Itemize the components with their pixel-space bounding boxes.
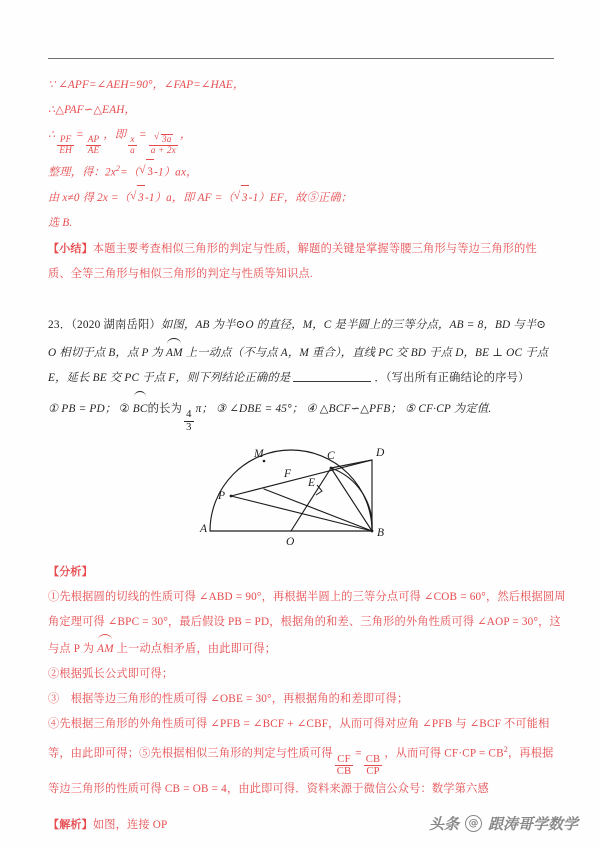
question-body-2a: O 相切于点 B，点 P 为 <box>48 346 163 359</box>
label-C: C <box>327 449 335 462</box>
conclusion-2-text: 的长为 <box>147 402 183 415</box>
figure-points <box>230 459 374 532</box>
question-line-2 <box>48 339 554 367</box>
explanation-tag: 【解析】 <box>48 818 93 832</box>
label-D: D <box>376 446 385 459</box>
solution-answer-line: 选 B. <box>48 217 73 230</box>
conclusion-2 <box>119 402 213 433</box>
radical-3-a: √ 3 <box>139 159 154 185</box>
label-B: B <box>377 526 385 539</box>
semicircle-arc <box>210 447 372 531</box>
analysis-tag-line <box>48 559 554 585</box>
question-body-2b: 上一动点（不与点 A，M 重合），直线 PC 交 BD 于点 D，BE ⊥ OC 于点 <box>185 346 549 359</box>
label-M: M <box>254 447 264 460</box>
fraction-pf-eh: $\frac{PF}{EH}$ <box>59 134 72 156</box>
solution-line-5-b: -1）a，即 AF =（ <box>144 192 234 205</box>
conclusion-5: ⑤ CF·CP 为定值. <box>404 402 492 415</box>
section-gap <box>48 287 554 313</box>
fraction-cf-cb: $\frac{CF}{CB}$ <box>336 753 352 778</box>
solution-line-4-after: -1）ax， <box>154 166 198 179</box>
analysis-item-1-line-3b: 上一动点相矛盾，由此即可得； <box>116 642 277 655</box>
radical-3-b: √ 3 <box>130 185 145 211</box>
question-number: 23 <box>48 319 60 332</box>
page-content <box>48 58 566 838</box>
radical-3-c: √ 3 <box>234 185 249 211</box>
analysis-equals: = <box>355 747 362 760</box>
label-A: A <box>200 522 208 535</box>
question-body-3a: E，延长 BE 交 PC 于点 F，则下列结论正确的是 <box>48 372 291 385</box>
label-F: F <box>284 467 292 480</box>
arc-am-label-2: AM <box>97 635 114 662</box>
analysis-item-3: ③ 根据等边三角形的性质可得 ∠OBE = 30°，再根据角的和差即可得； <box>48 692 409 705</box>
solution-line-5 <box>48 185 554 211</box>
analysis-item-1-line-3 <box>48 635 554 662</box>
analysis-item-4-line-2a: 等，由此即可得；⑤先根据相似三角形的判定与性质可得 <box>48 747 333 760</box>
exponent-2: 2 <box>115 163 121 173</box>
fraction-sqrt3a-over-a2x: √ $\frac{3a}{a + 2x}$ <box>149 134 178 155</box>
solution-line-3-prefix: ∴ <box>48 129 56 141</box>
figure-container <box>48 441 554 553</box>
solution-line-4-prefix: 整理，得：2x <box>48 166 116 179</box>
arc-am-label: AM <box>166 339 183 367</box>
solution-line-1: ∵ ∠APF=∠AEH=90°，∠FAP=∠HAE， <box>48 79 245 91</box>
conclusion-3: ③ ∠DBE = 45°； <box>216 402 304 415</box>
solution-line-3 <box>48 123 554 156</box>
analysis-item-2: ②根据弧长公式即可得； <box>48 667 174 680</box>
conclusion-2-marker: ② <box>119 402 130 415</box>
conclusion-4: ④ △BCF∽△PFB； <box>306 402 402 415</box>
question-line-1: 23．（2020 湖南岳阳）如图，AB 为半⊙O 的直径，M，C 是半圆上的三等分点，AB = 8，BD 与半⊙ <box>48 319 547 332</box>
analysis-item-4-line-2c: ，再根据 <box>508 747 554 760</box>
summary-tag: 【小结】 <box>48 242 93 256</box>
solution-line-4 <box>48 156 554 186</box>
segment-bf <box>264 489 372 531</box>
question-source: （2020 湖南岳阳） <box>71 319 161 332</box>
equals-1: = <box>75 129 84 141</box>
analysis-item-4-line-2 <box>48 737 554 777</box>
label-P: P <box>218 489 226 502</box>
explanation-gap <box>48 802 554 812</box>
question-conclusions <box>48 392 554 433</box>
analysis-item-4-line-3: 等边三角形的性质可得 CB = OB = 4，由此即可得．资料来源于微信公众号：数学第六感 <box>48 783 489 796</box>
analysis-item-1-line-2: 角定理可得 ∠BPC = 30°，最后假设 PB = PD，根据角的和差、三角形的外角性质可得 ∠AOP = 30°，这 <box>48 615 561 628</box>
arc-bc-label: BC <box>133 392 148 424</box>
explanation-text: 如图，连接 OP <box>92 819 168 832</box>
watermark <box>429 813 578 834</box>
solution-line-3-mid: ，即 <box>103 129 127 141</box>
solution-line-3-suffix: ， <box>179 129 192 141</box>
fraction-4-3: $\frac{4}{3}$ <box>186 409 192 433</box>
label-E: E <box>308 476 316 489</box>
at-sign-icon: @ <box>465 815 482 832</box>
label-O: O <box>286 535 295 548</box>
watermark-handle: 跟涛哥学数学 <box>487 815 578 833</box>
watermark-brand: 头条 <box>428 815 459 833</box>
analysis-item-1-line-1: ①先根据圆的切线的性质可得 ∠ABD = 90°，再根据半圆上的三等分点可得 ∠COB = 60°，然后根据圆周 <box>48 590 566 603</box>
question-line-3 <box>48 366 554 392</box>
radical-3a: √ 3a <box>152 134 175 145</box>
question-body-3b: ．（写出所有正确结论的序号） <box>374 372 530 385</box>
conclusion-2-pi: π； <box>195 402 213 415</box>
fraction-x-a: $\frac{x}{a}$ <box>130 134 135 156</box>
conclusion-1: ① PB = PD； <box>48 402 117 415</box>
answer-blank[interactable] <box>293 370 371 382</box>
analysis-item-4-line-2b: ，从而可得 CF·CP = CB <box>384 747 504 760</box>
solution-line-4-mid: =（ <box>120 166 140 179</box>
top-divider <box>48 58 554 59</box>
solution-line-5-a: 由 x≠0 得 2x =（ <box>48 192 131 205</box>
segment-pb <box>231 496 372 531</box>
solution-line-5-c: -1）EF，故⑤正确； <box>248 192 353 205</box>
exponent-cb-squared: 2 <box>503 744 508 754</box>
semicircle-geometry-diagram <box>186 441 416 553</box>
question-body-1: 如图，AB 为半⊙O 的直径，M，C 是半圆上的三等分点，AB = 8，BD 与半⊙ <box>160 319 547 332</box>
analysis-item-1-line-3a: 与点 P 为 <box>48 642 95 655</box>
analysis-tag: 【分析】 <box>48 564 93 578</box>
fraction-cb-cp: $\frac{CB}{CP}$ <box>365 753 381 778</box>
line-pd <box>231 460 372 496</box>
analysis-item-4-line-1: ④先根据三角形的外角性质可得 ∠PFB = ∠BCF + ∠CBF，从而可得对应角 ∠PFB 与 ∠BCF 不可能相 <box>48 717 550 730</box>
equals-2: = <box>138 129 147 141</box>
summary-block <box>48 236 554 287</box>
summary-text: 本题主要考查相似三角形的判定与性质，解题的关键是掌握等腰三角形与等边三角形的性质、全等三角形与相似三角形的判定与性质等知识点. <box>48 243 537 281</box>
solution-line-2: ∴△PAF∽△EAH， <box>48 104 136 116</box>
fraction-ap-ae: $\frac{AP}{AE}$ <box>87 134 100 156</box>
figure-labels <box>199 447 385 548</box>
